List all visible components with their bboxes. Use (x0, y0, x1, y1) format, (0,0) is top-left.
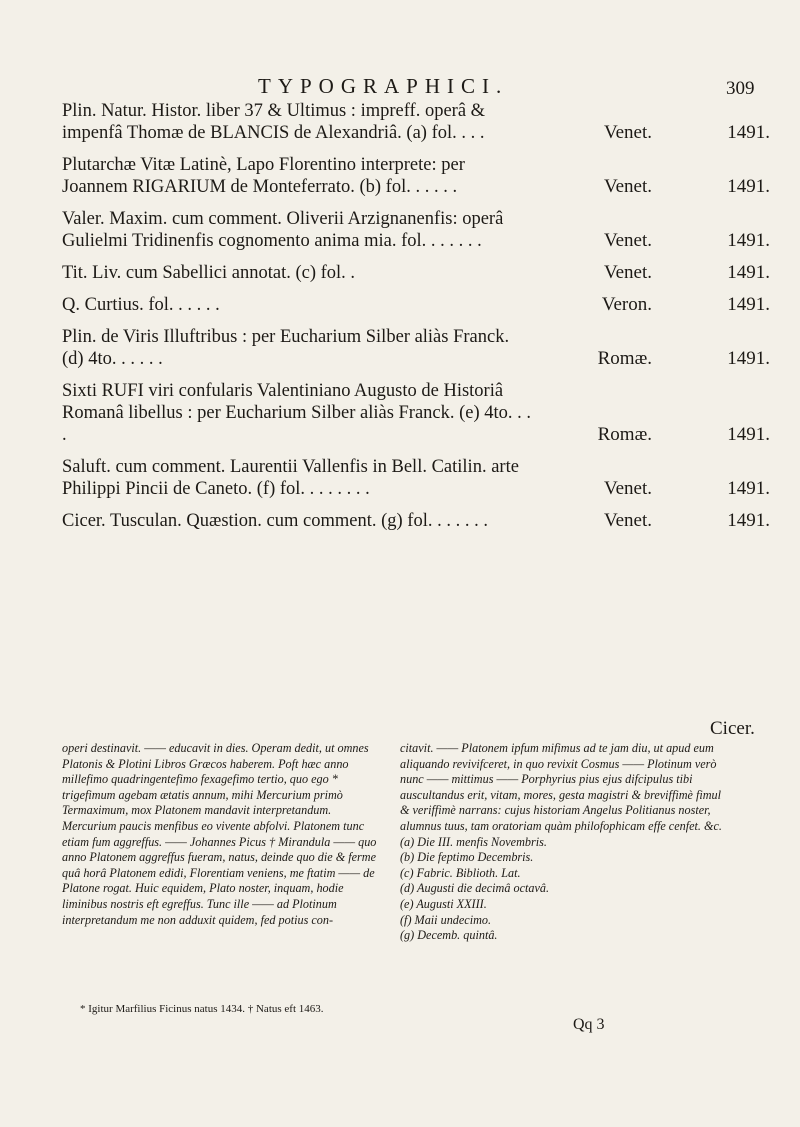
entry-item (62, 208, 782, 252)
entry-place: Venet. (603, 510, 652, 531)
entry-year: 1491. (727, 122, 770, 143)
page-number: 309 (726, 78, 755, 99)
entry-place: Venet. (603, 262, 652, 283)
entry-year: 1491. (727, 262, 770, 283)
entry-text: Valer. Maxim. cum comment. Oliverii Arzignanenfis: operâ Gulielmi Tridinenfis cognomento anima mia. fol. . . . . . . (62, 209, 504, 251)
entry-item (62, 326, 782, 370)
entry-item (62, 154, 782, 198)
entry-year: 1491. (727, 424, 770, 445)
entry-text: Tit. Liv. cum Sabellici annotat. (c) fol. . (62, 263, 356, 283)
entry-list (62, 100, 782, 542)
entry-year: 1491. (727, 294, 770, 315)
entry-item (62, 294, 782, 316)
footnote-item: (c) Fabric. Biblioth. Lat. (400, 865, 521, 880)
footnote-item: (b) Die feptimo Decembris. (400, 850, 534, 865)
entry-place: Venet. (603, 230, 652, 251)
entry-item (62, 380, 782, 446)
entry-text: Plin. Natur. Histor. liber 37 & Ultimus : impreff. operâ & impenfâ Thomæ de BLANCIS de Alexandriâ. (a) fol. . . . (62, 101, 486, 143)
note-text-left: operi destinavit. —— educavit in dies. Operam dedit, ut omnes Platonis & Plotini Libros Græcos haberem. Poft hæc anno millefimo quadringentefimo fexagefimo tertio, quo ego * trigefimum agebam ætatis annum, mihi Mercurium primò Termaximum, mox Platonem mandavit interpretandum. Mercurium paucis menfibus eo vivente abfolvi. Platonem tunc etiam fum aggreffus. —— Johannes Picus † Mirandula —— quo anno Platonem aggreffus fueram, natus, deinde quo die & ferme quâ horâ Platonem edidi, Florentiam veniens, me ftatim —— de Platone rogat. Huic equidem, Plato noster, inquam, hodie liminibus nostris eft egreffus. Tunc ille —— ad Plotinum interpretandum me non adduxit quidem, fed potius con- (62, 741, 377, 927)
catchword: Cicer. (710, 718, 755, 739)
entry-item (62, 100, 782, 144)
footnote-item: (f) Maii undecimo. (400, 912, 492, 927)
notes-right-column (400, 741, 730, 944)
footnote-list (400, 835, 730, 944)
entry-year: 1491. (727, 176, 770, 197)
footnote-item: (a) Die III. menfis Novembris. (400, 834, 547, 849)
entry-text: Q. Curtius. fol. . . . . . (62, 295, 220, 315)
footnote-item: (e) Augusti XXIII. (400, 896, 487, 911)
entry-text: Sixti RUFI viri confularis Valentiniano Augusto de Historiâ Romanâ libellus : per Eucharium Silber aliàs Franck. (e) 4to. . . . (62, 381, 532, 445)
signature-mark: Qq 3 (573, 1016, 605, 1033)
entry-text: Saluft. cum comment. Laurentii Vallenfis in Bell. Catilin. arte Philippi Pincii de Caneto. (f) fol. . . . . . . . (62, 457, 519, 499)
entry-year: 1491. (727, 478, 770, 499)
entry-item (62, 262, 782, 284)
entry-place: Veron. (601, 294, 652, 315)
entry-place: Venet. (603, 122, 652, 143)
note-text-right: citavit. —— Platonem ipfum mifimus ad te jam diu, ut apud eum aliquando revivifceret, in quo revixit Cosmus —— Plotinum verò nunc —— mittimus —— Porphyrius pius ejus difcipulus tibi auscultandus erit, vitam, mores, gesta magistri & breviffimè fimul & veriffimè narrans: cujus historiam Angelus Politianus noster, alumnus tuus, tam oratoriam quàm philofophicam effe cenfet. &c. (400, 741, 722, 833)
entry-text: Plutarchæ Vitæ Latinè, Lapo Florentino interprete: per Joannem RIGARIUM de Monteferrato. (b) fol. . . . . . (62, 155, 465, 197)
entry-text: Cicer. Tusculan. Quæstion. cum comment. (g) fol. . . . . . . (62, 511, 488, 531)
footnote-item: (g) Decemb. quintâ. (400, 928, 498, 943)
running-head-title: TYPOGRAPHICI. (258, 74, 509, 98)
entry-text: Plin. de Viris Illuftribus : per Eucharium Silber aliàs Franck. (d) 4to. . . . . . (62, 327, 510, 369)
entry-year: 1491. (727, 230, 770, 251)
entry-place: Venet. (603, 478, 652, 499)
entry-place: Venet. (603, 176, 652, 197)
entry-place: Romæ. (597, 348, 652, 369)
footnote-item: (d) Augusti die decimâ octavâ. (400, 881, 550, 896)
entry-item (62, 456, 782, 500)
entry-year: 1491. (727, 510, 770, 531)
notes-left-column (62, 741, 382, 928)
footline-note: * Igitur Marfilius Ficinus natus 1434. † Natus eft 1463. (80, 1003, 324, 1015)
entry-place: Romæ. (597, 424, 652, 445)
entry-year: 1491. (727, 348, 770, 369)
entry-item (62, 510, 782, 532)
